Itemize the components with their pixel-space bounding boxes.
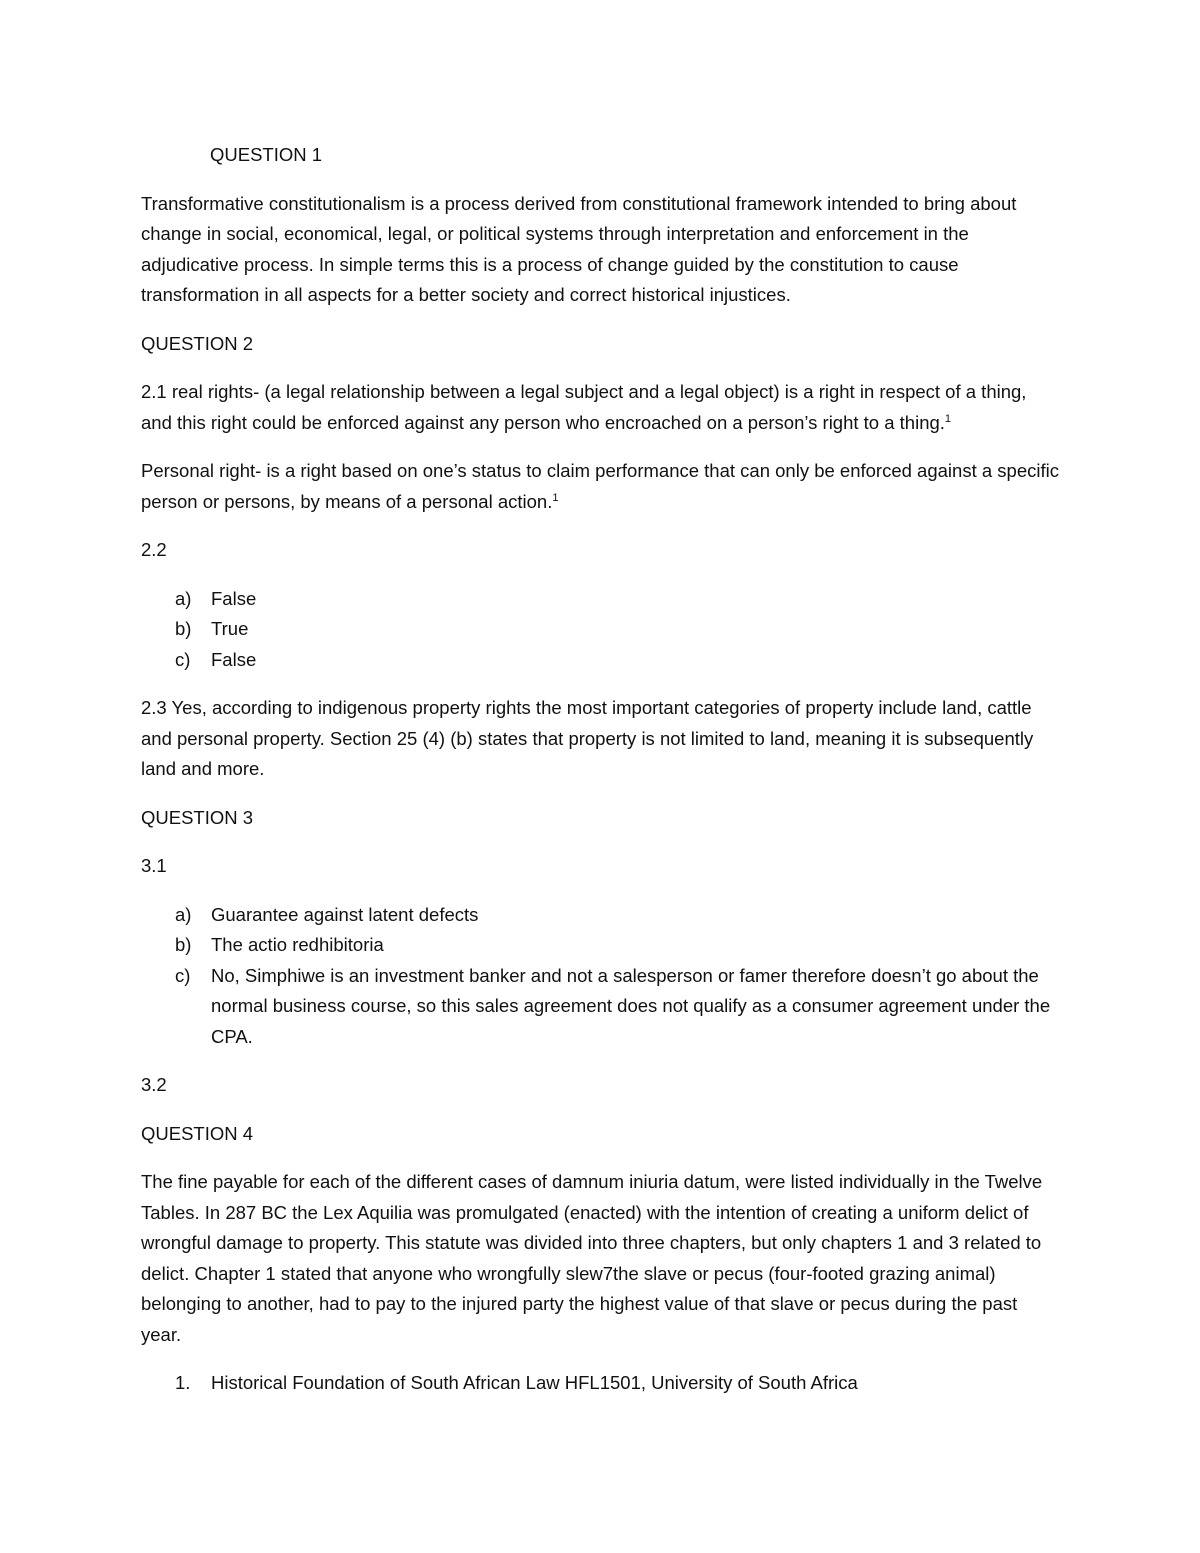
list-marker: c) — [175, 648, 191, 670]
list-item — [141, 584, 1061, 615]
list-marker: c) — [175, 964, 191, 986]
list-item-text: No, Simphiwe is an investment banker and not a salesperson or famer therefore doesn’t go about the normal business course, so this sales agreement does not qualify as a consumer agreement under the CPA. — [211, 964, 1051, 1047]
list-marker: b) — [175, 618, 192, 639]
list-item-text: False — [211, 648, 257, 670]
list-item — [141, 645, 1061, 676]
footnote-marker: 1. — [175, 1372, 191, 1393]
footnote-ref: 1 — [552, 491, 559, 504]
real-rights-paragraph — [141, 377, 1061, 438]
list-marker: a) — [175, 587, 192, 609]
document-page — [141, 140, 1061, 1417]
list-item-text: True — [211, 618, 249, 639]
list-marker: b) — [175, 934, 192, 955]
list-marker: a) — [175, 903, 192, 925]
footnote-list — [141, 1368, 1061, 1399]
question-4-answer: The fine payable for each of the different cases of damnum iniuria datum, were listed individually in the Twelve Tables. In 287 BC the Lex Aquilia was promulgated (enacted) with the intention of creating a uniform delict of wrongful damage to property. This statute was divided into three chapters, but only chapters 1 and 3 related to delict. Chapter 1 stated that anyone who wrongfully slew7the slave or pecus (four-footed grazing animal) belonging to another, had to pay to the injured party the highest value of that slave or pecus during the past year. — [141, 1171, 1043, 1345]
answers-3-1-list — [141, 900, 1061, 1053]
list-item — [141, 961, 1061, 1053]
subquestion-3-1-label: 3.1 — [141, 855, 167, 876]
answer-2-3-paragraph: 2.3 Yes, according to indigenous property rights the most important categories of property include land, cattle and personal property. Section 25 (4) (b) states that property is not limited to land, meaning it is subsequently land and more. — [141, 697, 1034, 779]
question-3-heading: QUESTION 3 — [141, 806, 254, 828]
list-item — [141, 900, 1061, 931]
footnote-text: Historical Foundation of South African Law HFL1501, University of South Africa — [211, 1372, 858, 1393]
answers-2-2-list — [141, 584, 1061, 676]
list-item-text: Guarantee against latent defects — [211, 903, 479, 925]
list-item-text: False — [211, 587, 257, 609]
question-2-heading: QUESTION 2 — [141, 332, 254, 354]
question-1-answer: Transformative constitutionalism is a process derived from constitutional framework intended to bring about change in social, economical, legal, or political systems through interpretation and enforcement in the adjudicative process. In simple terms this is a process of change guided by the constitution to cause transformation in all aspects for a better society and correct historical injustices. — [141, 192, 1017, 305]
subquestion-2-2-label: 2.2 — [141, 539, 167, 560]
list-item — [141, 930, 1061, 961]
footnote-ref: 1 — [944, 412, 952, 425]
real-rights-text: 2.1 real rights- (a legal relationship between a legal subject and a legal object) is a right in respect of a thing, and this right could be enforced against any person who encroached on a person’s right to a thing. — [141, 381, 1027, 433]
question-1-heading: QUESTION 1 — [210, 144, 323, 165]
question-4-heading: QUESTION 4 — [141, 1122, 254, 1144]
personal-right-text: Personal right- is a right based on one’s status to claim performance that can only be enforced against a specific person or persons, by means of a personal action. — [141, 460, 1059, 512]
list-item — [141, 614, 1061, 645]
footnote-item — [141, 1368, 1061, 1399]
list-item-text: The actio redhibitoria — [211, 934, 384, 955]
subquestion-3-2-label: 3.2 — [141, 1074, 167, 1095]
personal-right-paragraph — [141, 456, 1061, 517]
